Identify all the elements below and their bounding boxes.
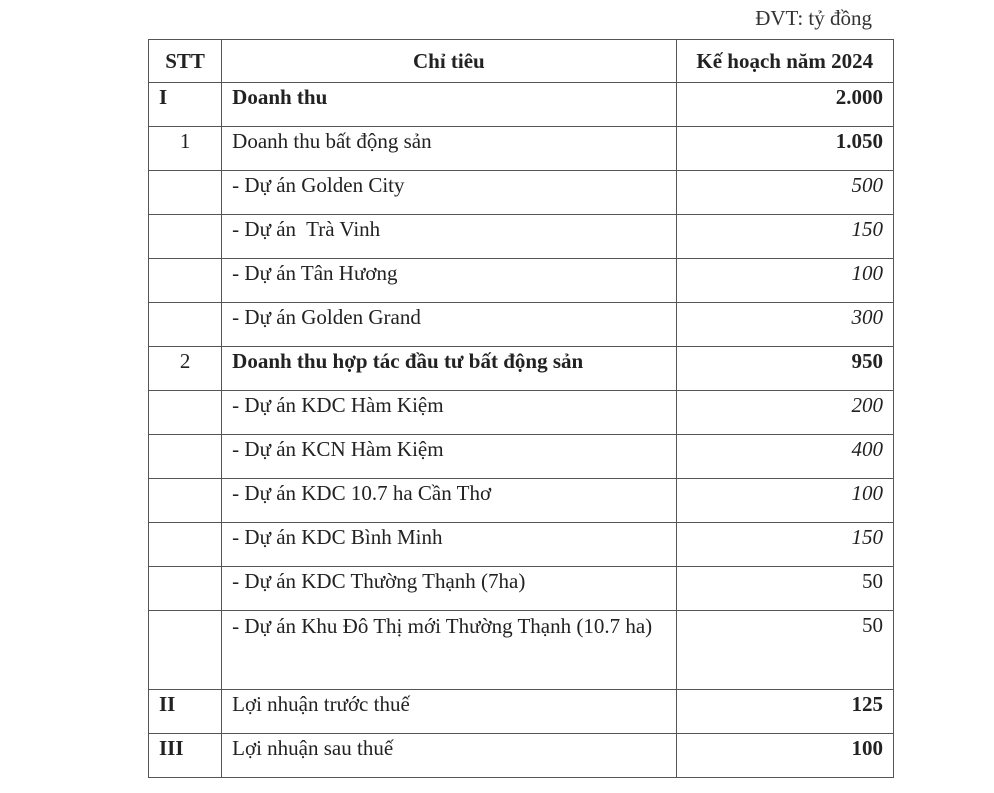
table-row — [149, 347, 894, 391]
table-row — [149, 259, 894, 303]
table-row — [149, 83, 894, 127]
header-chi-tieu: Chỉ tiêu — [222, 40, 676, 83]
revenue-plan-table — [148, 39, 894, 778]
row-value: 150 — [676, 215, 893, 259]
row-label: - Dự án Khu Đô Thị mới Thường Thạnh (10.7 ha) — [222, 611, 676, 690]
row-label: - Dự án KCN Hàm Kiệm — [222, 435, 676, 479]
table-row — [149, 391, 894, 435]
row-value: 100 — [676, 479, 893, 523]
row-stt: III — [149, 734, 222, 778]
table-row — [149, 479, 894, 523]
row-stt — [149, 391, 222, 435]
table-row — [149, 215, 894, 259]
row-label: - Dự án KDC Hàm Kiệm — [222, 391, 676, 435]
row-value: 500 — [676, 171, 893, 215]
row-stt — [149, 435, 222, 479]
row-value: 400 — [676, 435, 893, 479]
row-label: - Dự án Tân Hương — [222, 259, 676, 303]
header-stt: STT — [149, 40, 222, 83]
row-stt — [149, 567, 222, 611]
row-stt — [149, 611, 222, 690]
table-row — [149, 127, 894, 171]
header-ke-hoach: Kế hoạch năm 2024 — [676, 40, 893, 83]
row-label: - Dự án KDC 10.7 ha Cần Thơ — [222, 479, 676, 523]
row-value: 50 — [676, 567, 893, 611]
row-stt — [149, 171, 222, 215]
row-stt — [149, 259, 222, 303]
row-label: Doanh thu hợp tác đầu tư bất động sản — [222, 347, 676, 391]
row-stt — [149, 215, 222, 259]
row-value: 50 — [676, 611, 893, 690]
row-label: - Dự án Golden City — [222, 171, 676, 215]
row-value: 100 — [676, 259, 893, 303]
table-row — [149, 303, 894, 347]
row-value: 300 — [676, 303, 893, 347]
row-stt: II — [149, 690, 222, 734]
unit-note: ĐVT: tỷ đồng — [755, 6, 872, 30]
row-value: 1.050 — [676, 127, 893, 171]
table-row — [149, 523, 894, 567]
table-row — [149, 734, 894, 778]
row-stt: 1 — [149, 127, 222, 171]
row-label: Lợi nhuận trước thuế — [222, 690, 676, 734]
row-stt: 2 — [149, 347, 222, 391]
row-stt — [149, 479, 222, 523]
table-row — [149, 171, 894, 215]
row-value: 150 — [676, 523, 893, 567]
row-label: - Dự án KDC Thường Thạnh (7ha) — [222, 567, 676, 611]
row-label: Doanh thu — [222, 83, 676, 127]
row-stt — [149, 523, 222, 567]
row-label: - Dự án Golden Grand — [222, 303, 676, 347]
table-row — [149, 567, 894, 611]
row-value: 100 — [676, 734, 893, 778]
row-value: 950 — [676, 347, 893, 391]
row-stt: I — [149, 83, 222, 127]
table-row — [149, 435, 894, 479]
table-header-row — [149, 40, 894, 83]
row-label: Doanh thu bất động sản — [222, 127, 676, 171]
row-label: - Dự án KDC Bình Minh — [222, 523, 676, 567]
row-label: Lợi nhuận sau thuế — [222, 734, 676, 778]
row-stt — [149, 303, 222, 347]
table-row — [149, 611, 894, 690]
table-row — [149, 690, 894, 734]
row-label: - Dự án Trà Vinh — [222, 215, 676, 259]
row-value: 125 — [676, 690, 893, 734]
row-value: 200 — [676, 391, 893, 435]
row-value: 2.000 — [676, 83, 893, 127]
